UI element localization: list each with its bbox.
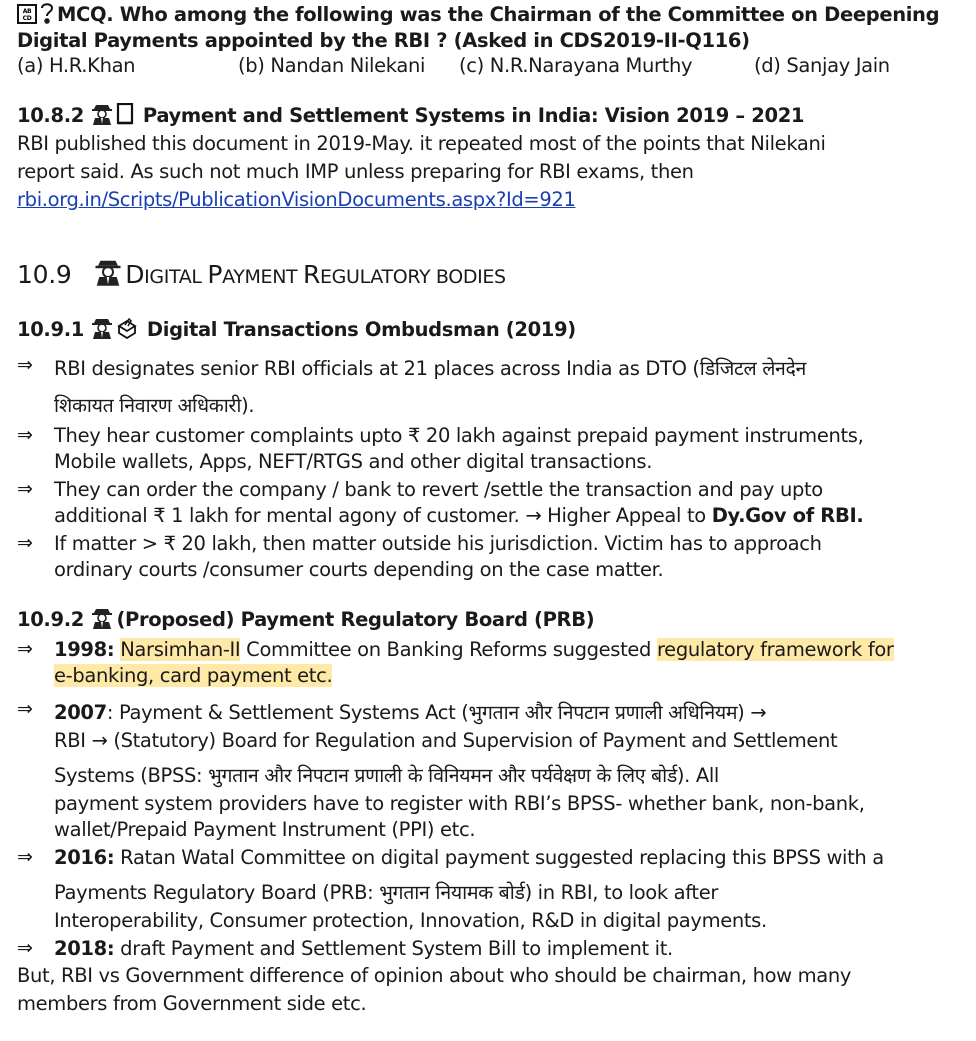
year-label: 2007 bbox=[54, 701, 107, 724]
section-title: Digital Transactions Ombudsman (2019) bbox=[146, 318, 576, 341]
closing-line: members from Government side etc. bbox=[17, 992, 367, 1015]
bullet-arrow: ⇒ bbox=[17, 424, 33, 446]
abcd-options-icon bbox=[17, 4, 37, 31]
detective-icon bbox=[90, 103, 114, 132]
bullet-arrow: ⇒ bbox=[17, 698, 33, 720]
bullet-line bbox=[54, 664, 332, 687]
svg-text:AB: AB bbox=[22, 8, 32, 15]
year-label: 1998: bbox=[54, 638, 115, 661]
closing-line: But, RBI vs Government difference of opinion about who should be chairman, how many bbox=[17, 964, 852, 987]
section-10-9-heading bbox=[17, 258, 506, 296]
bullet-line: 2007: Payment & Settlement Systems Act (भुगतान और निपटान प्रणाली अधिनियम) → bbox=[54, 701, 767, 724]
bullet-line: ordinary courts /consumer courts depending on the case matter. bbox=[54, 558, 664, 581]
year-label: 2018: bbox=[54, 937, 115, 960]
bullet-line: 2016: Ratan Watal Committee on digital payment suggested replacing this BPSS with a bbox=[54, 846, 884, 869]
bullet-arrow: ⇒ bbox=[17, 532, 33, 554]
section-number: 10.8.2 bbox=[17, 104, 84, 127]
bold-text: Dy.Gov of RBI. bbox=[711, 504, 864, 527]
bullet-line: wallet/Prepaid Payment Instrument (PPI) etc. bbox=[54, 818, 476, 841]
bullet-line: RBI designates senior RBI officials at 21 places across India as DTO (डिजिटल लेनदेन bbox=[54, 357, 807, 380]
bullet-line: They can order the company / bank to revert /settle the transaction and pay upto bbox=[54, 478, 823, 501]
rbi-vision-link-wrapper bbox=[17, 187, 576, 213]
detective-icon bbox=[93, 258, 123, 296]
bullet-line: Mobile wallets, Apps, NEFT/RTGS and other digital transactions. bbox=[54, 450, 653, 473]
bullet-line: 2018: draft Payment and Settlement System Bill to implement it. bbox=[54, 937, 673, 960]
section-title: Payment and Settlement Systems in India: Vision 2019 – 2021 bbox=[142, 104, 805, 127]
mcq-option-a: (a) H.R.Khan bbox=[17, 54, 136, 77]
paragraph-line: RBI published this document in 2019-May. it repeated most of the points that Nilekani bbox=[17, 132, 826, 155]
section-10-9-1-heading bbox=[17, 317, 576, 346]
detective-icon bbox=[90, 607, 114, 636]
bullet-line: They hear customer complaints upto ₹ 20 lakh against prepaid payment instruments, bbox=[54, 424, 864, 447]
section-number: 10.9 bbox=[17, 260, 72, 289]
bullet-arrow: ⇒ bbox=[17, 354, 33, 376]
bullet-line: additional ₹ 1 lakh for mental agony of customer. → Higher Appeal to Dy.Gov of RBI. bbox=[54, 504, 864, 527]
bullet-line: Systems (BPSS: भुगतान और निपटान प्रणाली के विनियमन और पर्यवेक्षण के लिए बोर्ड). All bbox=[54, 764, 719, 787]
detective-icon bbox=[90, 317, 114, 346]
rbi-vision-document-link[interactable]: rbi.org.in/Scripts/PublicationVisionDocuments.aspx?Id=921 bbox=[17, 188, 576, 211]
mcq-option-d: (d) Sanjay Jain bbox=[754, 54, 890, 77]
mcq-option-c: (c) N.R.Narayana Murthy bbox=[459, 54, 693, 77]
question-mark-icon bbox=[39, 2, 55, 31]
ballot-box-icon bbox=[116, 317, 138, 346]
year-label: 2016: bbox=[54, 846, 115, 869]
mcq-option-b: (b) Nandan Nilekani bbox=[238, 54, 426, 77]
book-icon bbox=[116, 103, 134, 132]
bullet-line: Payments Regulatory Board (PRB: भुगतान नियामक बोर्ड) in RBI, to look after bbox=[54, 881, 719, 904]
highlighted-text: e-banking, card payment etc. bbox=[54, 664, 333, 687]
section-title: DIGITAL PAYMENT REGULATORY BODIES bbox=[125, 260, 506, 289]
bullet-arrow: ⇒ bbox=[17, 846, 33, 868]
highlighted-text: regulatory framework for bbox=[656, 638, 894, 661]
highlighted-text: Narsimhan-II bbox=[120, 638, 241, 661]
bullet-line: payment system providers have to register with RBI’s BPSS- whether bank, non-bank, bbox=[54, 792, 865, 815]
bullet-line: If matter > ₹ 20 lakh, then matter outside his jurisdiction. Victim has to approach bbox=[54, 532, 822, 555]
bullet-arrow: ⇒ bbox=[17, 638, 33, 660]
section-number: 10.9.1 bbox=[17, 318, 84, 341]
bullet-line: 1998: Narsimhan-II Committee on Banking Reforms suggested regulatory framework for bbox=[54, 638, 894, 661]
section-number: 10.9.2 bbox=[17, 608, 84, 631]
mcq-question-line2: Digital Payments appointed by the RBI ? (Asked in CDS2019-II-Q116) bbox=[17, 29, 750, 52]
section-title: (Proposed) Payment Regulatory Board (PRB) bbox=[116, 608, 595, 631]
bullet-arrow: ⇒ bbox=[17, 937, 33, 959]
section-10-8-2-heading bbox=[17, 103, 804, 132]
bullet-line: RBI → (Statutory) Board for Regulation and Supervision of Payment and Settlement bbox=[54, 729, 838, 752]
bullet-line: Interoperability, Consumer protection, Innovation, R&D in digital payments. bbox=[54, 909, 767, 932]
bullet-arrow: ⇒ bbox=[17, 478, 33, 500]
section-10-9-2-heading bbox=[17, 607, 594, 636]
mcq-question: AB CD MCQ. Who among the following was the Chairman of the Committee on Deepening bbox=[17, 2, 939, 31]
bullet-line: शिकायत निवारण अधिकारी). bbox=[54, 394, 255, 417]
paragraph-line: report said. As such not much IMP unless preparing for RBI exams, then bbox=[17, 160, 694, 183]
svg-text:CD: CD bbox=[22, 15, 32, 22]
